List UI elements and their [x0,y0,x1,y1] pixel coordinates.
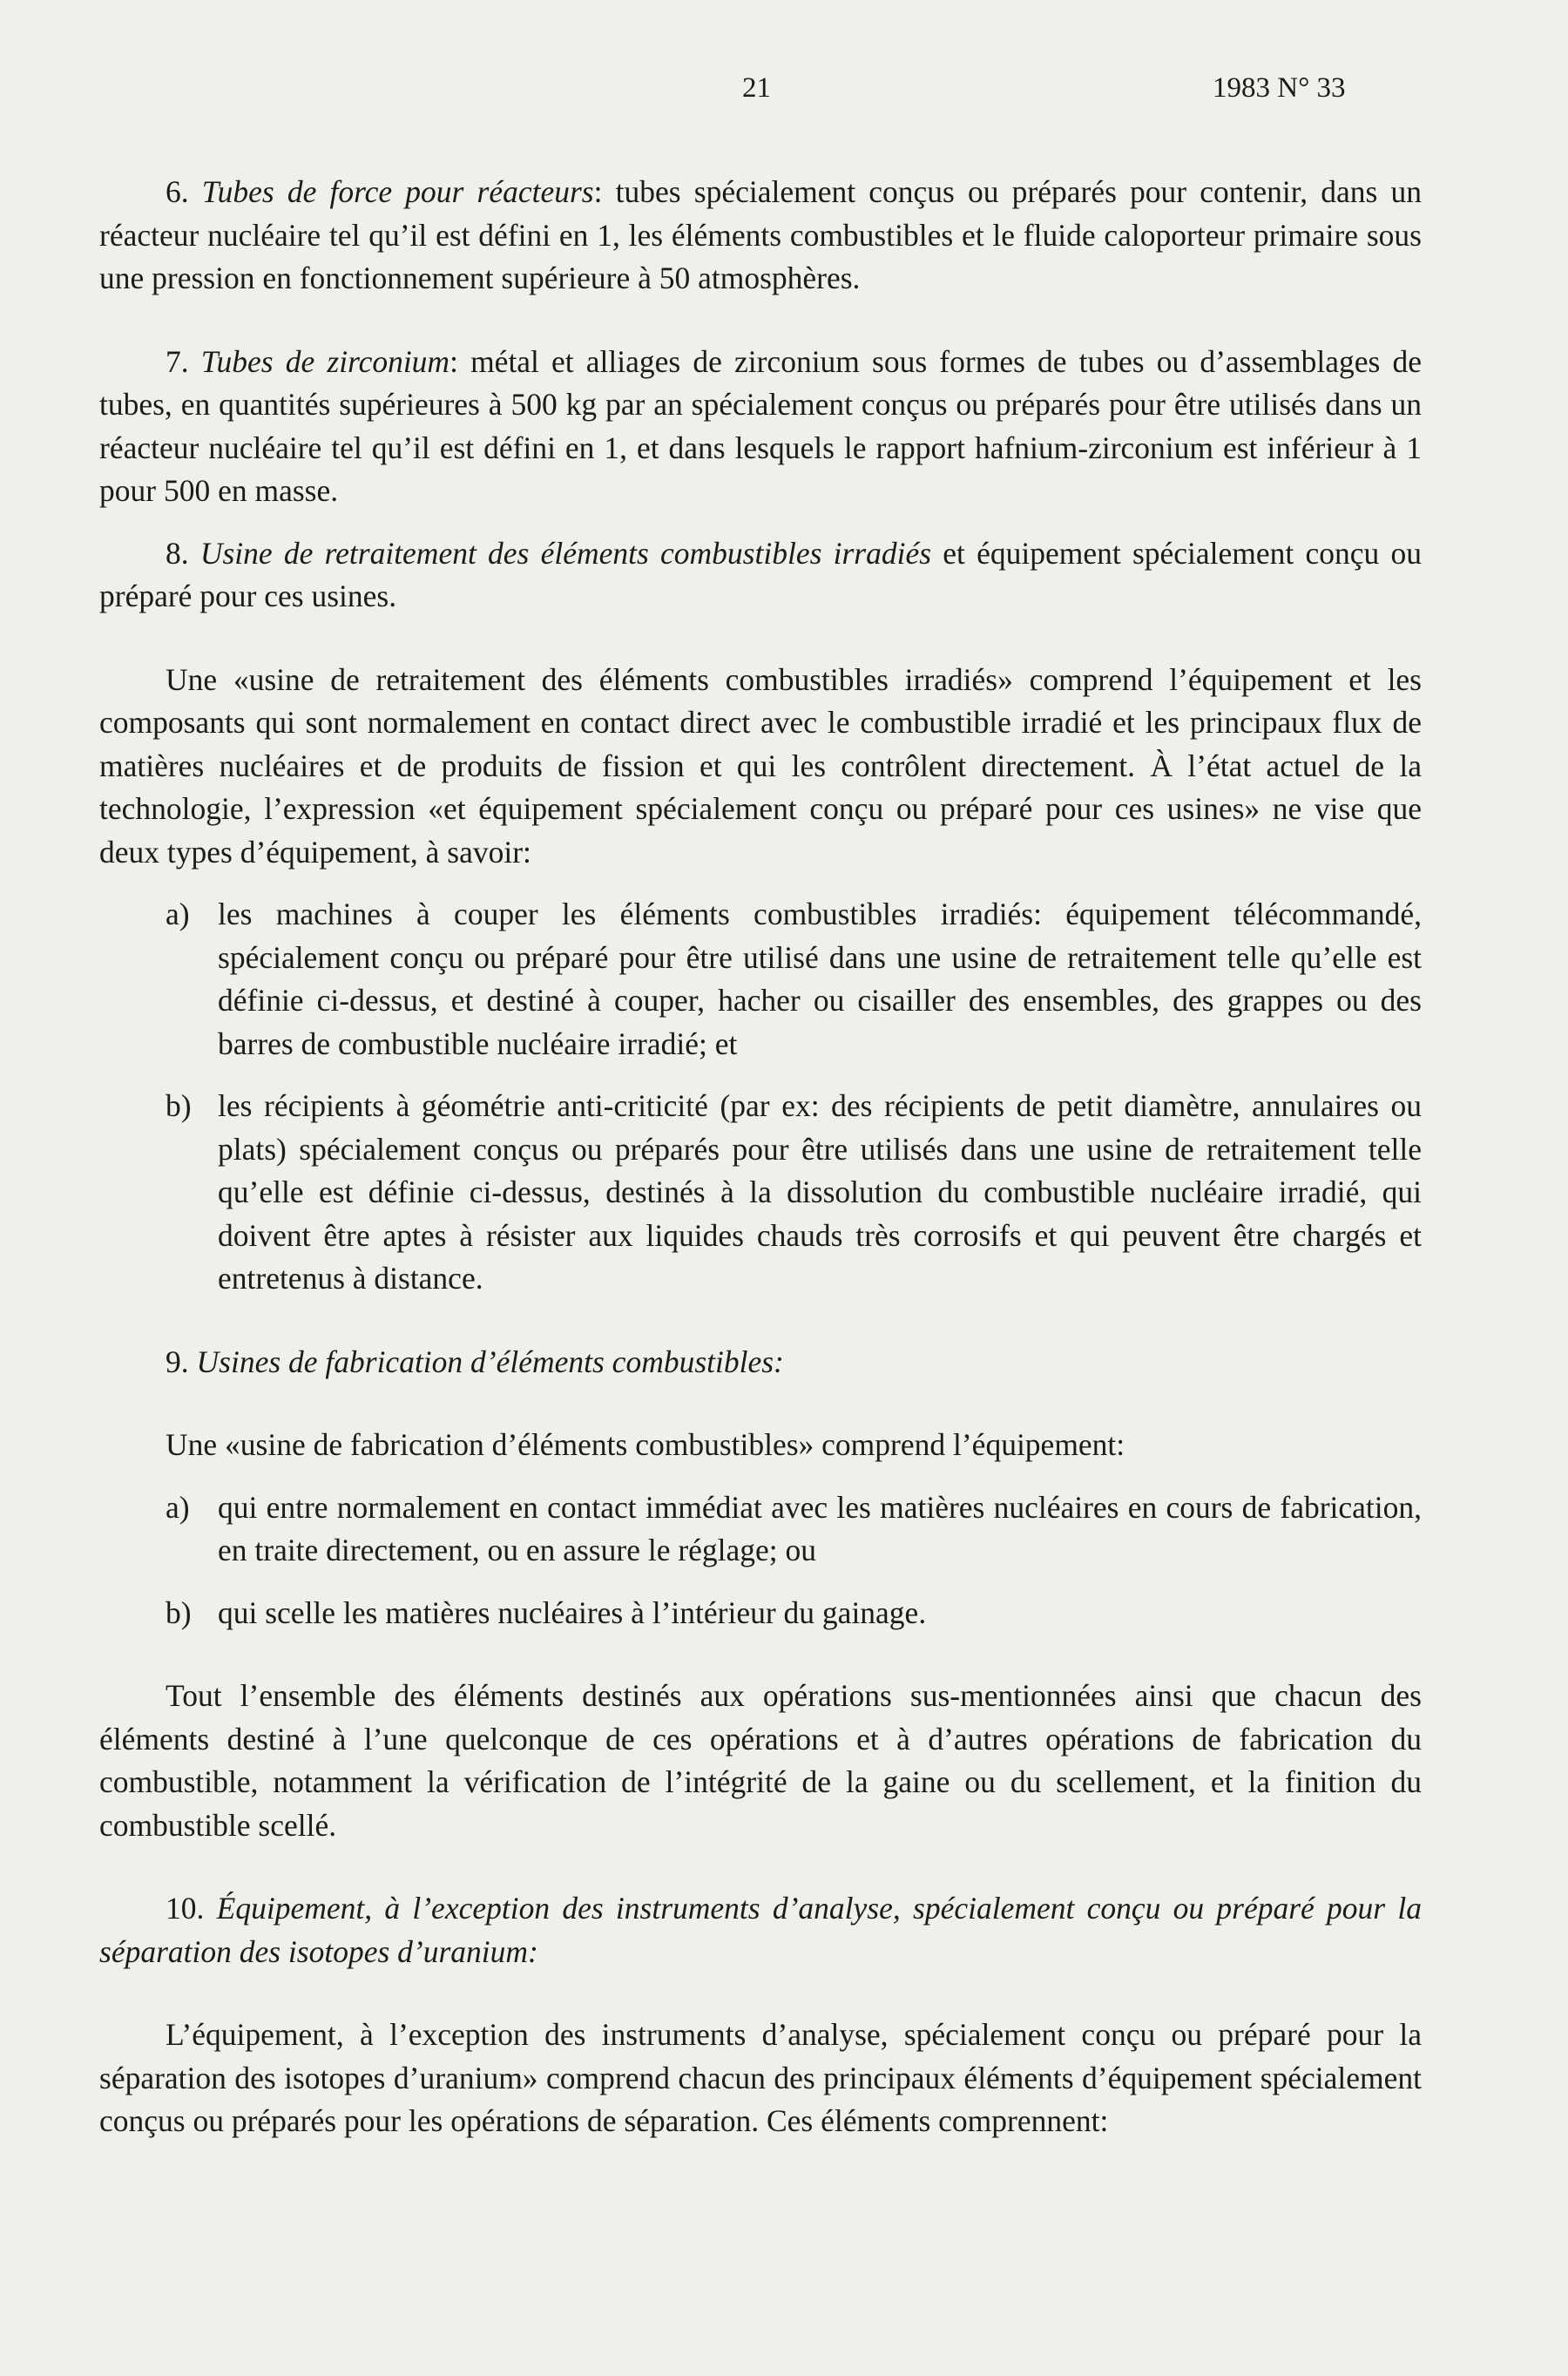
list-item-label: b) [166,1594,192,1630]
paragraph-6-number: 6. [166,174,189,209]
list-item-text: les machines à couper les éléments combustibles irradiés: équipement télécommandé, spécialement conçu ou préparé pour être utilisé dans une usine de retraitement telle qu’elle est définie ci-dessus, et destiné à couper, hacher ou cisailler des ensembles, des grappes ou des barres de combustible nucléaire irradié; et [218,897,1422,1061]
journal-reference: 1983 N° 33 [1213,72,1346,104]
paragraph-10-title: Équipement, à l’exception des instruments d’analyse, spécialement conçu ou préparé pour la séparation des isotopes d’uranium: [99,1891,1423,1969]
paragraph-7 [99,341,1422,513]
paragraph-8-text: et équipement spécialement conçu ou préparé pour ces usines. [99,535,1423,613]
list-item-label: a) [166,1489,190,1525]
paragraph-7-title: Tubes de zirconium [200,343,450,379]
paragraph-9 [99,1341,1422,1384]
paragraph-10-number: 10. [166,1891,205,1926]
list-item [99,1592,1422,1635]
paragraph-9-closing: Tout l’ensemble des éléments destinés aux opérations sus-mentionnées ainsi que chacun des éléments destiné à l’une quelconque de ces opérations et à d’autres opérations de fabrication du combustible, notamment la vérification de l’intégrité de la gaine ou du scellement, et la finition du combustible scellé. [99,1678,1422,1843]
paragraph-8-number: 8. [166,535,189,571]
paragraph-7-number: 7. [166,343,189,379]
paragraph-8-intro: Une «usine de retraitement des éléments combustibles irradiés» comprend l’équipement et les composants qui sont normalement en contact direct avec le combustible irradié et les principaux flux de matières nucléaires et de produits de fission et qui les contrôlent directement. À l’état actuel de la technologie, l’expression «et équipement spécialement conçu ou préparé pour ces usines» ne vise que deux types d’équipement, à savoir: [99,661,1422,870]
page-body [99,171,1422,2143]
list-item-label: b) [166,1088,192,1123]
paragraph-8-title: Usine de retraitement des éléments combustibles irradiés [199,535,932,571]
paragraph-8 [99,532,1422,619]
paragraph-7-text: : métal et alliages de zirconium sous formes de tubes ou d’assemblages de tubes, en quantités supérieures à 500 kg par an spécialement conçus ou préparés pour être utilisés dans un réacteur nucléaire tel qu’il est défini en 1, et dans lesquels le rapport hafnium-zirconium est inférieur à 1 pour 500 en masse. [99,343,1423,508]
paragraph-9-number: 9. [166,1344,189,1379]
paragraph-10 [99,1887,1422,1973]
list-item-label: a) [166,897,190,931]
paragraph-6-title: Tubes de force pour réacteurs [201,174,594,209]
list-item [99,1486,1422,1573]
list-item-text: les récipients à géométrie anti-criticité (par ex: des récipients de petit diamètre, annulaires ou plats) spécialement conçus ou préparés pour être utilisés dans une usine de retraitement telle qu’elle est définie ci-dessus, destinés à la dissolution du combustible nucléaire irradié, qui doivent être aptes à résister aux liquides chauds très corrosifs et qui peuvent être chargés et entretenus à distance. [218,1088,1422,1296]
list-item [99,893,1422,1066]
paragraph-6-text: : tubes spécialement conçus ou préparés pour contenir, dans un réacteur nucléaire tel qu’il est défini en 1, les éléments combustibles et le fluide caloporteur primaire sous une pression en fonctionnement supérieure à 50 atmosphères. [99,174,1422,295]
paragraph-9-intro: Une «usine de fabrication d’éléments combustibles» comprend l’équipement: [166,1427,1125,1462]
list-item [99,1085,1422,1301]
page-number: 21 [742,72,771,104]
paragraph-6 [99,171,1422,301]
page-header [0,66,1568,110]
paragraph-9-title: Usines de fabrication d’éléments combustibles: [196,1344,784,1379]
list-item-text: qui scelle les matières nucléaires à l’intérieur du gainage. [218,1594,927,1630]
list-item-text: qui entre normalement en contact immédiat avec les matières nucléaires en cours de fabrication, en traite directement, ou en assure le réglage; ou [218,1489,1422,1567]
paragraph-10-intro: L’équipement, à l’exception des instruments d’analyse, spécialement conçu ou préparé pour la séparation des isotopes d’uranium» comprend chacun des principaux éléments d’équipement spécialement conçus ou préparés pour les opérations de séparation. Ces éléments comprennent: [99,2017,1422,2138]
